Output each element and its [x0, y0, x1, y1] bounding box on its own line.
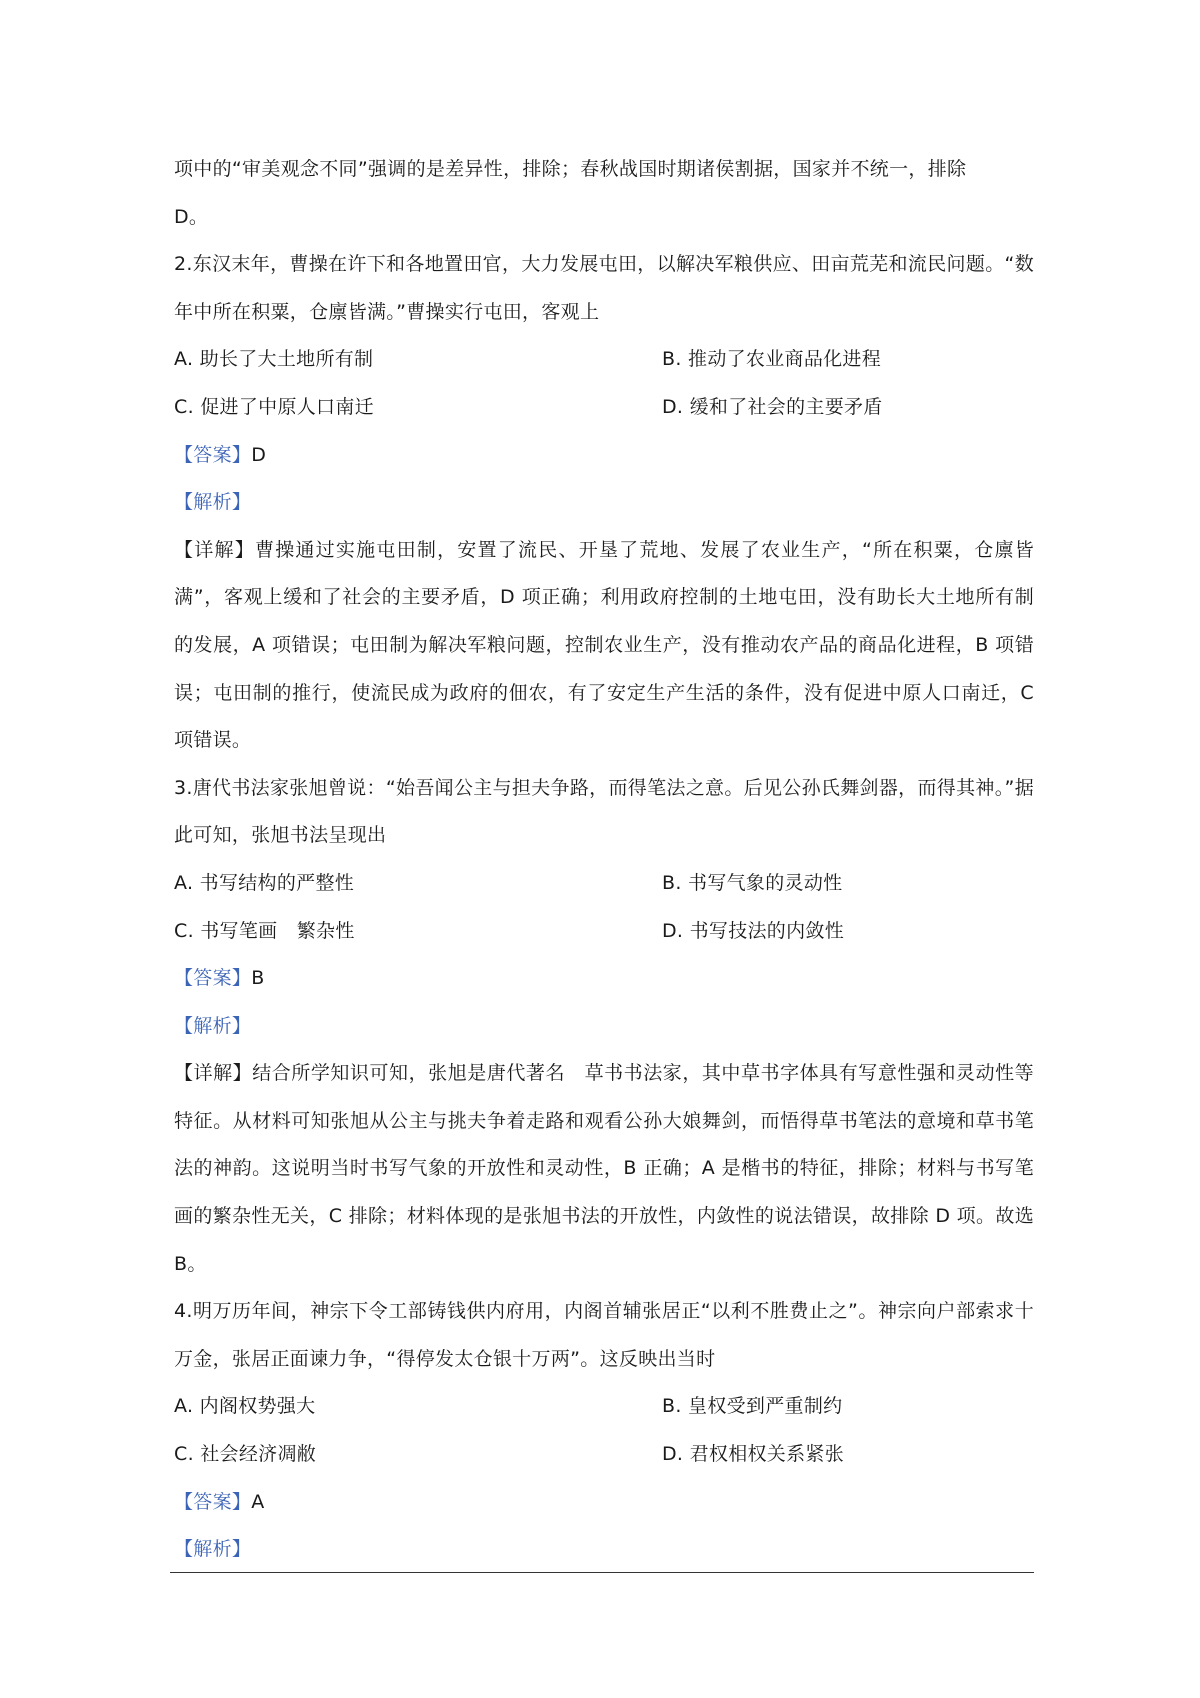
question-3-answer — [174, 955, 1034, 1003]
question-2-option-d: D. 缓和了社会的主要矛盾 — [662, 395, 883, 418]
question-3-analysis-label: 【解析】 — [174, 1014, 252, 1037]
question-4-options-row-2 — [174, 1431, 1034, 1479]
answer-value: D — [251, 443, 267, 466]
question-3-option-d: D. 书写技法的内敛性 — [662, 919, 845, 942]
answer-value: B — [251, 967, 265, 990]
detail-text: 结合所学知识可知，张旭是唐代著名 草书书法家，其中草书字体具有写意性强和灵动性等特征。从材料可知张旭从公主与挑夫争着走路和观看公孙大娘舞剑，而悟得草书笔法的意境和草书笔法的神韵。这说明当时书写气象的开放性和灵动性，B 正确；A 是楷书的特征，排除；材料与书写笔画的繁杂性无关，C 排除；材料体现的是张旭书法的开放性，内敛性的说法错误，故排除 D 项。故选 B。 — [174, 1062, 1034, 1275]
intro-text — [174, 146, 1034, 241]
answer-label: 【答案】 — [174, 443, 252, 466]
intro-line-2: D。 — [174, 205, 209, 228]
question-2-option-a: A. 助长了大土地所有制 — [174, 348, 374, 371]
question-2-analysis-label: 【解析】 — [174, 491, 252, 514]
detail-label: 【详解】 — [174, 538, 255, 561]
question-4-stem: 4.明万历年间，神宗下令工部铸钱供内府用，内阁首辅张居正“以利不胜费止之”。神宗向户部索求十万金，张居正面谏力争，“得停发太仓银十万两”。这反映出当时 — [174, 1300, 1034, 1370]
question-2-stem: 2.东汉末年，曹操在许下和各地置田官，大力发展屯田，以解决军粮供应、田亩荒芜和流民问题。“数年中所在积粟，仓廪皆满。”曹操实行屯田，客观上 — [174, 253, 1034, 323]
question-3-stem: 3.唐代书法家张旭曾说：“始吾闻公主与担夫争路，而得笔法之意。后见公孙氏舞剑器，而得其神。”据此可知，张旭书法呈现出 — [174, 776, 1034, 847]
question-3-option-a: A. 书写结构的严整性 — [174, 871, 355, 894]
intro-line-1: 项中的“审美观念不同”强调的是差异性，排除；春秋战国时期诸侯割据，国家并不统一，排除 — [174, 158, 967, 180]
footer-divider — [170, 1572, 1034, 1573]
question-4-answer — [174, 1479, 1034, 1527]
detail-text: 曹操通过实施屯田制，安置了流民、开垦了荒地、发展了农业生产，“所在积粟，仓廪皆满”，客观上缓和了社会的主要矛盾，D 项正确；利用政府控制的土地屯田，没有助长大土地所有制的发展，A 项错误；屯田制为解决军粮问题，控制农业生产，没有推动农产品的商品化进程，B 项错误；屯田制的推行，使流民成为政府的佃农，有了安定生产生活的条件，没有促进中原人口南迁，C 项错误。 — [174, 538, 1035, 752]
question-2-answer — [174, 432, 1034, 480]
document-body — [174, 146, 1034, 1574]
question-2-option-b: B. 推动了农业商品化进程 — [662, 348, 882, 371]
answer-label: 【答案】 — [174, 1490, 252, 1513]
detail-label: 【详解】 — [174, 1062, 253, 1085]
question-3-option-b: B. 书写气象的灵动性 — [662, 871, 843, 894]
question-4-option-c: C. 社会经济凋敝 — [174, 1443, 317, 1466]
question-2-detail — [174, 527, 1034, 765]
question-3-options-row-1 — [174, 860, 1034, 908]
question-2-options-row-1 — [174, 336, 1034, 384]
question-2-options-row-2 — [174, 384, 1034, 432]
question-4-options-row-1 — [174, 1383, 1034, 1431]
answer-value: A — [251, 1490, 265, 1513]
answer-label: 【答案】 — [174, 967, 252, 990]
question-4-option-b: B. 皇权受到严重制约 — [662, 1395, 843, 1418]
question-4-option-a: A. 内阁权势强大 — [174, 1395, 316, 1418]
question-4-option-d: D. 君权相权关系紧张 — [662, 1443, 845, 1466]
question-3-options-row-2 — [174, 908, 1034, 956]
question-3-detail — [174, 1050, 1034, 1288]
question-2-option-c: C. 促进了中原人口南迁 — [174, 395, 374, 418]
question-4-analysis-label: 【解析】 — [174, 1538, 252, 1561]
question-3-option-c: C. 书写笔画 繁杂性 — [174, 919, 355, 942]
